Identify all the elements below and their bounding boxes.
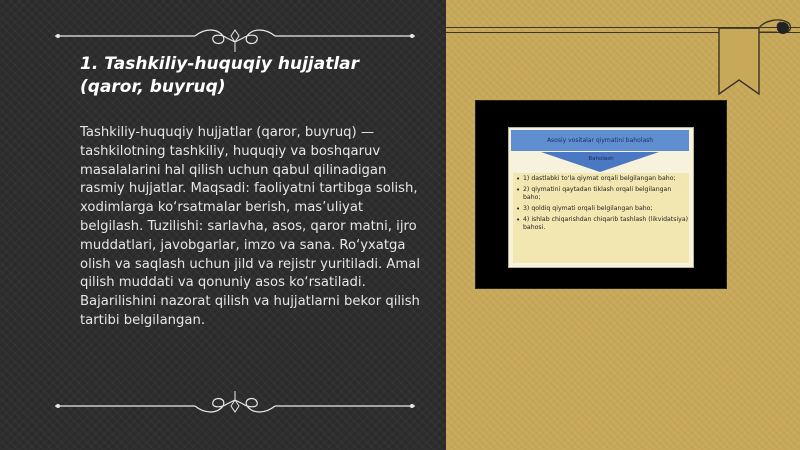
- embedded-image-frame: [475, 100, 727, 289]
- slide-body-text: Tashkiliy-huquqiy hujjatlar (qaror, buyruq) — tashkilotning tashkiliy, huquqiy va boshqaruv masalalarini hal qilish uchun qabul qilinadigan rasmiy hujjatlar. Maqsadi: faoliyatni tartibga solish, xodimlarga ko‘rsatmalar berish, mas’uliyat belgilash. Tuzilishi: sarlavha, asos, qaror matni, ijro muddatlari, javobgarlar, imzo va sana. Ro‘yxatga olish va saqlash uchun jild va rejistr yuritiladi. Amal qilish muddati va qonuniy asos ko‘rsatiladi. Bajarilishini nazorat qilish va hujjatlarni bekor qilish tartibi belgilangan.: [80, 125, 420, 328]
- embedded-slide-image: [508, 127, 694, 268]
- list-item: • 2) qiymatini qaytadan tiklash orqali belgilangan baho;: [523, 186, 689, 202]
- list-item: • 1) dastlabki to‘la qiymat orqali belgilangan baho;: [523, 175, 689, 183]
- slide-title: 1. Tashkiliy-huquqiy hujjatlar (qaror, buyruq): [80, 54, 360, 97]
- list-item: • 4) ishlab chiqarishdan chiqarib tashlash (likvidatsiya) bahosi.: [523, 216, 689, 232]
- down-arrow-icon: [541, 152, 659, 172]
- embedded-image-header: Asosiy vositalar qiymatini baholash: [511, 130, 689, 151]
- bottom-flourish-divider-icon: [55, 390, 415, 416]
- top-flourish-divider-icon: [55, 28, 415, 54]
- embedded-arrow-label: Baholash: [588, 156, 614, 162]
- list-item: • 3) qoldiq qiymati orqali belgilangan baho;: [523, 205, 689, 213]
- bookmark-ribbon-icon: [717, 18, 797, 100]
- embedded-image-list: [513, 173, 689, 263]
